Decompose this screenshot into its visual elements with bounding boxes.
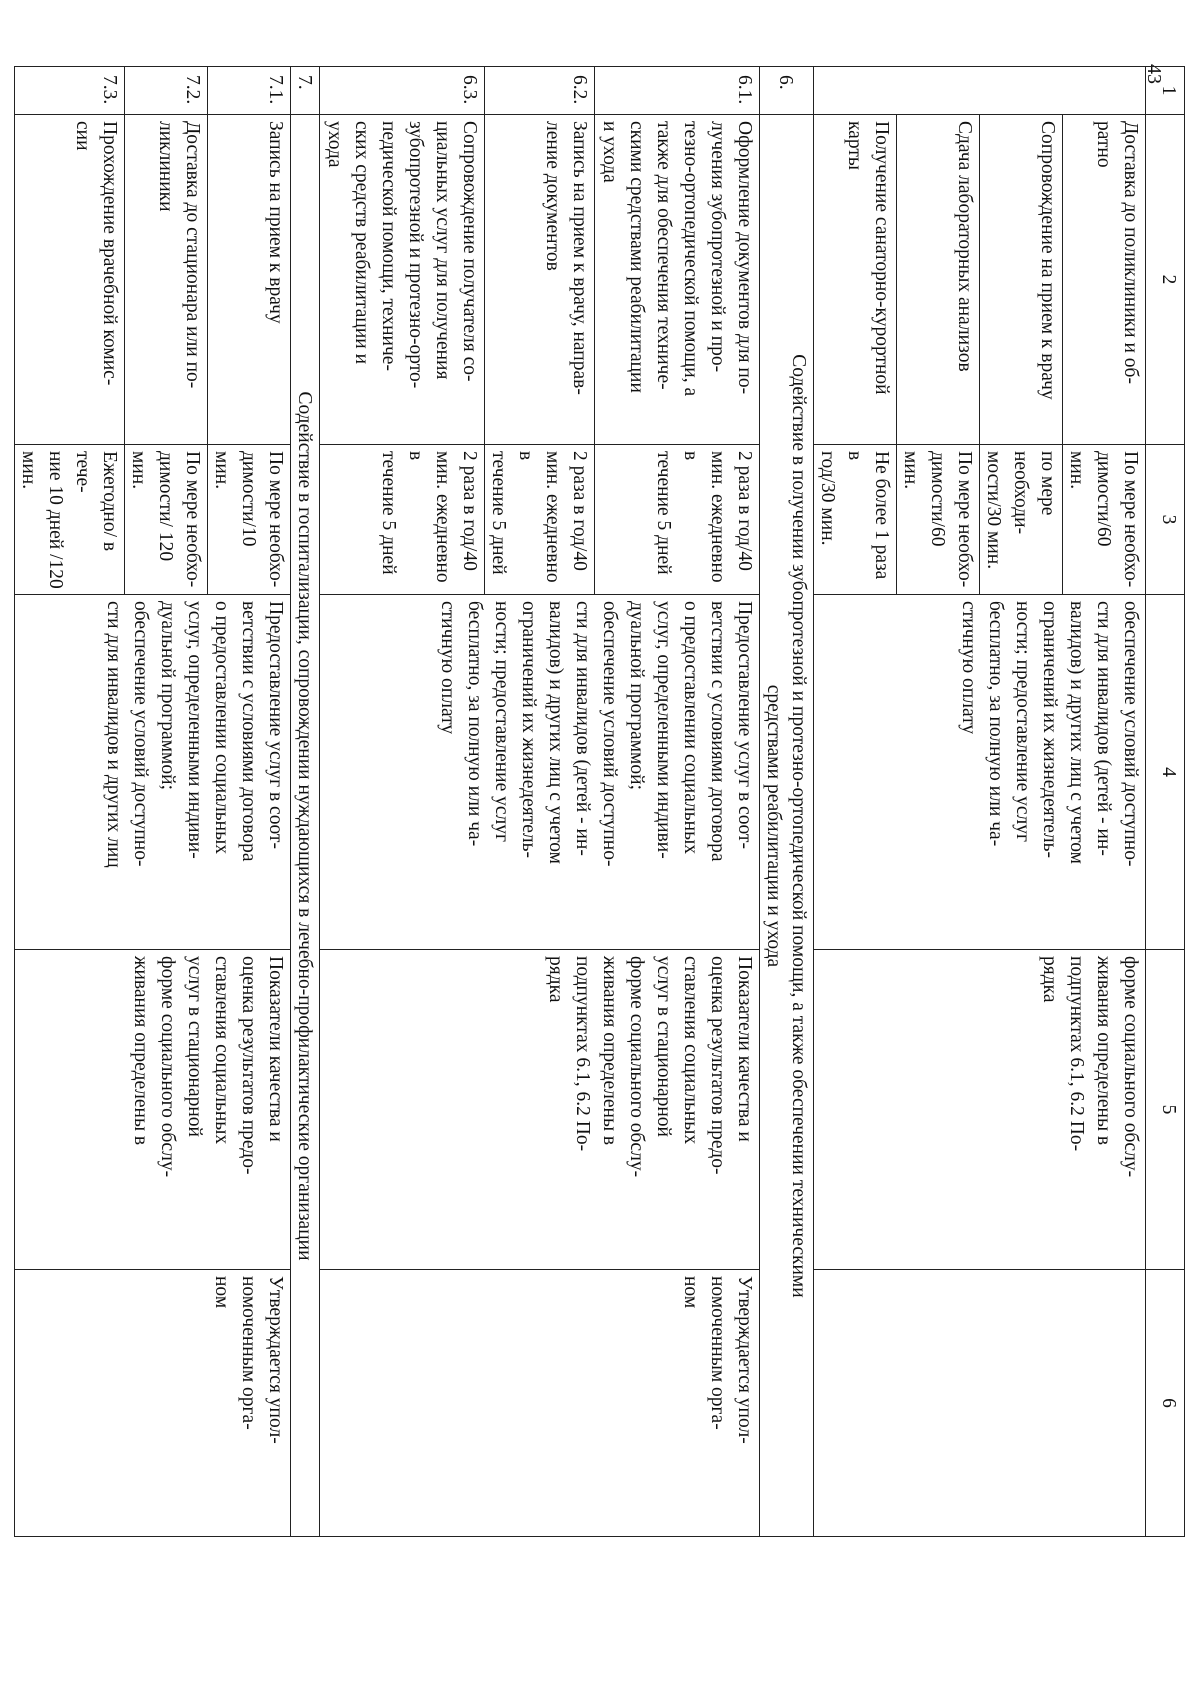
service-name: Прохождение врачебной комис- сии xyxy=(15,115,125,445)
quality-indicators: Показатели качества и оценка результатов предо- ставления социальных услуг в стационарной форме социального обслу- живания определены в xyxy=(15,950,291,1270)
row-number: 7.3. xyxy=(15,67,125,115)
row-number: 6.3. xyxy=(320,67,485,115)
quality-indicators: Показатели качества и оценка результатов предо- ставления социальных услуг в стационарной форме социального обслу- живания определены в подпунктах 6.1, 6.2 По- рядка xyxy=(320,950,760,1270)
approval-text: Утверждается упол- номоченным орга- ном xyxy=(320,1270,760,1537)
service-name: Доставка до стационара или по- ликлиники xyxy=(125,115,208,445)
column-number-header xyxy=(1146,67,1185,1537)
row-number: 7.1. xyxy=(208,67,291,115)
row-number: 6.2. xyxy=(485,67,595,115)
header-col-3: 3 xyxy=(1146,445,1185,595)
service-time: Не более 1 раза в год/30 мин. xyxy=(814,445,897,595)
row-number: 6.1. xyxy=(595,67,760,115)
approval-text: Утверждается упол- номоченным орга- ном xyxy=(15,1270,291,1537)
service-name: Получение санаторно-курортной карты xyxy=(814,115,897,445)
section-number: 6. xyxy=(760,67,814,115)
section-header-row xyxy=(760,67,814,1537)
page-number: 43 xyxy=(1143,64,1165,84)
header-col-6: 6 xyxy=(1146,1270,1185,1537)
service-time: 2 раза в год/40 мин. ежедневно в течение 5 дней xyxy=(485,445,595,595)
section-title: Содействие в получении зубопротезной и протезно-ортопедической помощи, а также обеспечении техническими средствами реабилитации и ухода xyxy=(760,115,814,1537)
services-table xyxy=(14,66,1185,1537)
service-conditions: обеспечение условий доступно- сти для инвалидов (детей - ин- валидов) и других лиц с учетом ограничений их жизнедеятель- ности; предоставление услуг бесплатно, за полную или ча- стичную оплату xyxy=(814,595,1146,950)
header-col-4: 4 xyxy=(1146,595,1185,950)
service-name: Сопровождение получателя со- циальных услуг для получения зубопротезной и протезно-орто- педической помощи, техниче- ских средств реабилитации и ухода xyxy=(320,115,485,445)
header-col-5: 5 xyxy=(1146,950,1185,1270)
service-time: По мере необхо- димости/60 мин. xyxy=(897,445,980,595)
service-name: Запись на прием к врачу xyxy=(208,115,291,445)
service-time: По мере необхо- димости/10 мин. xyxy=(208,445,291,595)
service-time: Ежегодно/ в тече- ние 10 дней /120 мин. xyxy=(15,445,125,595)
service-name: Оформление документов для по- лучения зубопротезной и про- тезно-ортопедической помощи, а также для обеспечения техниче- скими средствами реабилитации и ухода xyxy=(595,115,760,445)
service-time: по мере необходи- мости/30 мин. xyxy=(980,445,1063,595)
service-name: Запись на прием к врачу, направ- ление документов xyxy=(485,115,595,445)
row-number-cell xyxy=(814,67,1146,115)
row-number: 7.2. xyxy=(125,67,208,115)
service-time: По мере необхо- димости/60 мин. xyxy=(1063,445,1146,595)
header-col-1: 1 xyxy=(1146,67,1185,115)
service-time: 2 раза в год/40 мин. ежедневно в течение 5 дней xyxy=(320,445,485,595)
approval-cell xyxy=(814,1270,1146,1537)
service-conditions: Предоставление услуг в соот- ветствии с условиями договора о предоставлении социальных услуг, определенными индиви- дуальной программой; обеспечение условий доступно- сти для инвалидов и других лиц xyxy=(15,595,291,950)
service-conditions: Предоставление услуг в соот- ветствии с условиями договора о предоставлении социальных услуг, определенными индиви- дуальной программой; обеспечение условий доступно- сти для инвалидов (детей - ин- валидов) и других лиц с учетом ограничений их жизнедеятель- ности; предоставление услуг бесплатно, за полную или ча- стичную оплату xyxy=(320,595,760,950)
section-number: 7. xyxy=(291,67,320,115)
service-name: Сопровождение на прием к врачу xyxy=(980,115,1063,445)
section-title: Содействие в госпитализации, сопровождении нуждающихся в лечебно-профилактические организации xyxy=(291,115,320,1537)
service-time: По мере необхо- димости/ 120 мин. xyxy=(125,445,208,595)
rotated-table-container xyxy=(18,66,1185,1536)
header-col-2: 2 xyxy=(1146,115,1185,445)
service-time: 2 раза в год/40 мин. ежедневно в течение 5 дней xyxy=(595,445,760,595)
service-name: Сдача лабораторных анализов xyxy=(897,115,980,445)
service-name: Доставка до поликлиники и об- ратно xyxy=(1063,115,1146,445)
quality-indicators: форме социального обслу- живания определены в подпунктах 6.1, 6.2 По- рядка xyxy=(814,950,1146,1270)
table-row xyxy=(595,67,760,1537)
section-header-row xyxy=(291,67,320,1537)
table-row xyxy=(208,67,291,1537)
table-row xyxy=(1063,67,1146,1537)
